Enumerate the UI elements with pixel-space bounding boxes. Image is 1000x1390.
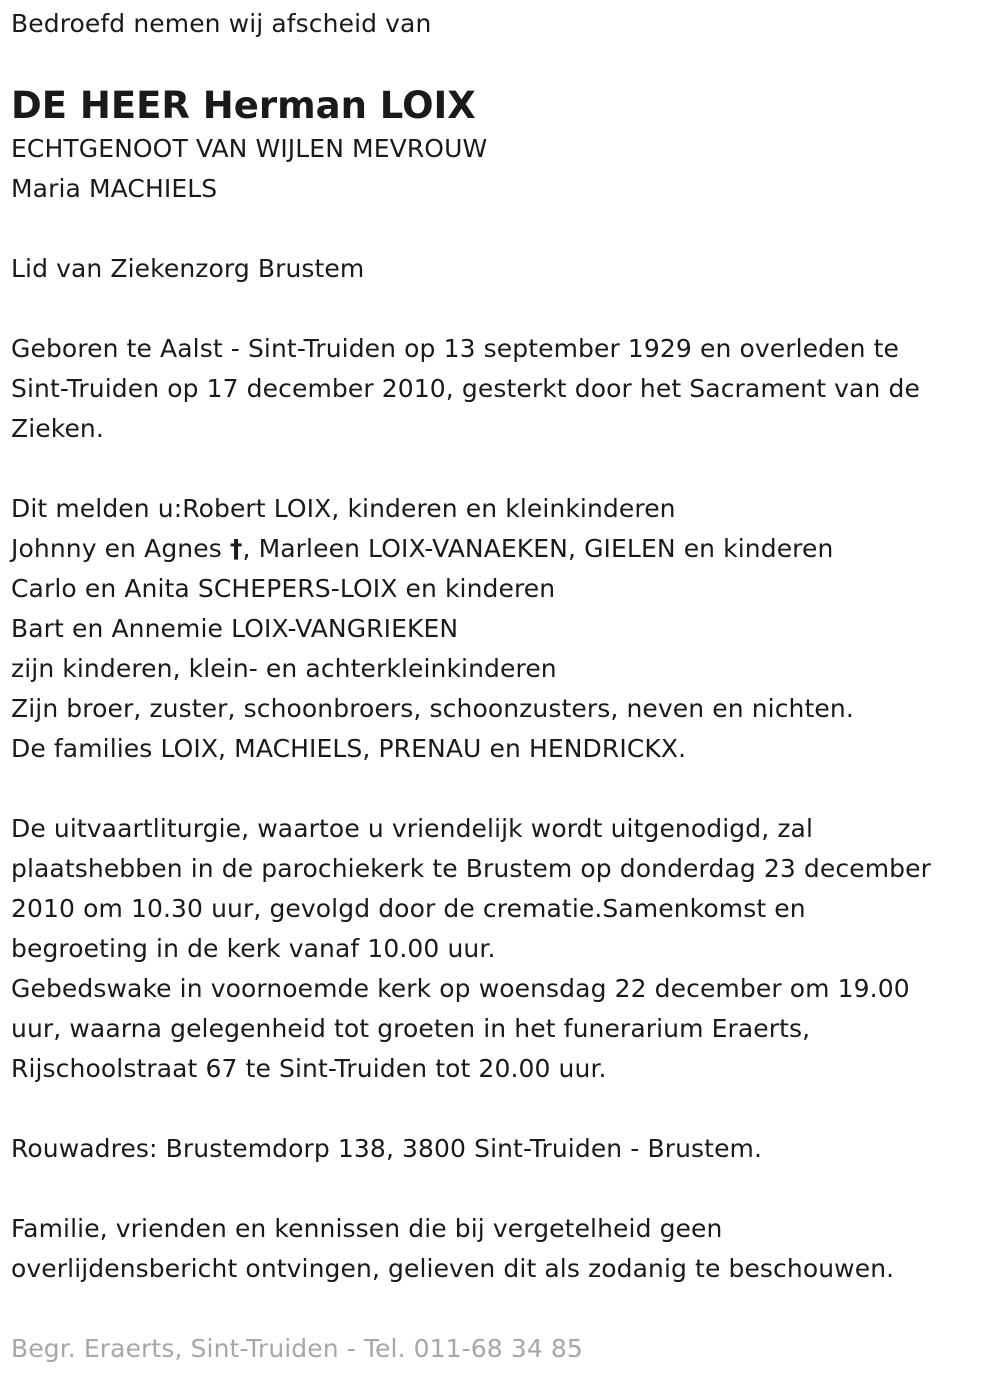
funeral-home-footer: Begr. Eraerts, Sint-Truiden - Tel. 011-68 34 85 — [11, 1334, 583, 1363]
birth-death-line: Zieken. — [11, 414, 104, 443]
spacer — [11, 1089, 991, 1129]
family-line — [11, 529, 991, 569]
obituary-notice — [11, 4, 991, 1369]
notice-line: Familie, vrienden en kennissen die bij vergetelheid geen — [11, 1214, 723, 1243]
spacer — [11, 209, 991, 249]
notice-line: overlijdensbericht ontvingen, gelieven dit als zodanig te beschouwen. — [11, 1254, 895, 1283]
funeral-line: De uitvaartliturgie, waartoe u vriendelijk wordt uitgenodigd, zal — [11, 814, 814, 843]
cross-icon: † — [229, 534, 243, 563]
spacer — [11, 1169, 991, 1209]
spacer — [11, 449, 991, 489]
family-line: Dit melden u:Robert LOIX, kinderen en kleinkinderen — [11, 494, 676, 523]
funeral-line: plaatshebben in de parochiekerk te Brustem op donderdag 23 december — [11, 854, 931, 883]
funeral-line: begroeting in de kerk vanaf 10.00 uur. — [11, 934, 496, 963]
family-line-part: Johnny en Agnes — [11, 534, 230, 563]
funeral-line: 2010 om 10.30 uur, gevolgd door de crematie.Samenkomst en — [11, 894, 806, 923]
funeral-line: Gebedswake in voornoemde kerk op woensdag 22 december om 19.00 — [11, 974, 910, 1003]
deceased-name: DE HEER Herman LOIX — [11, 84, 476, 127]
funeral-line: Rijschoolstraat 67 te Sint-Truiden tot 20.00 uur. — [11, 1054, 607, 1083]
intro-text: Bedroefd nemen wij afscheid van — [11, 9, 432, 38]
family-line-part: , Marleen LOIX-VANAEKEN, GIELEN en kinderen — [242, 534, 834, 563]
spacer — [11, 289, 991, 329]
family-line: De families LOIX, MACHIELS, PRENAU en HENDRICKX. — [11, 734, 687, 763]
spouse-line-1: ECHTGENOOT VAN WIJLEN MEVROUW — [11, 134, 488, 163]
birth-death-line: Geboren te Aalst - Sint-Truiden op 13 september 1929 en overleden te — [11, 334, 899, 363]
mourning-address: Rouwadres: Brustemdorp 138, 3800 Sint-Truiden - Brustem. — [11, 1134, 763, 1163]
membership-text: Lid van Ziekenzorg Brustem — [11, 254, 365, 283]
family-line: Bart en Annemie LOIX-VANGRIEKEN — [11, 614, 459, 643]
birth-death-line: Sint-Truiden op 17 december 2010, gesterkt door het Sacrament van de — [11, 374, 920, 403]
family-line: Zijn broer, zuster, schoonbroers, schoonzusters, neven en nichten. — [11, 694, 854, 723]
spacer — [11, 769, 991, 809]
spacer — [11, 1289, 991, 1329]
family-line: zijn kinderen, klein- en achterkleinkinderen — [11, 654, 557, 683]
funeral-line: uur, waarna gelegenheid tot groeten in het funerarium Eraerts, — [11, 1014, 811, 1043]
spouse-line-2: Maria MACHIELS — [11, 174, 218, 203]
family-line: Carlo en Anita SCHEPERS-LOIX en kinderen — [11, 574, 556, 603]
